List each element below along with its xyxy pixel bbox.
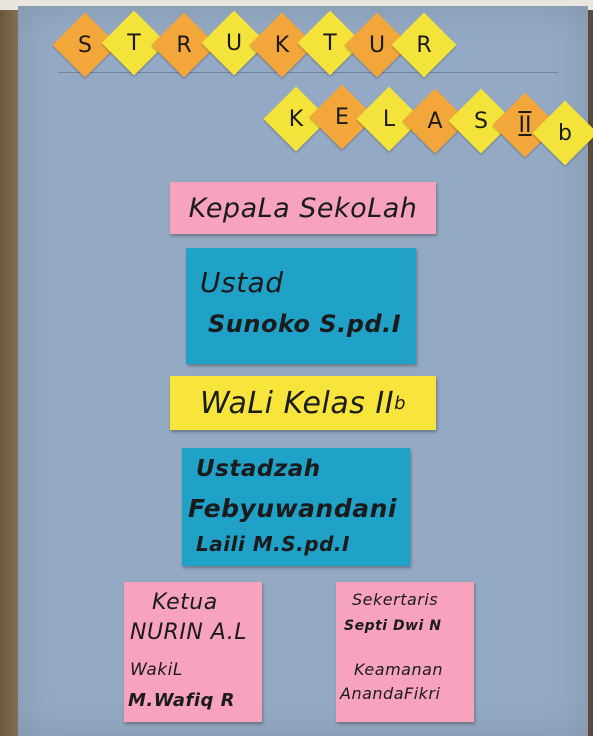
wali-name-line2: Febyuwandani bbox=[188, 494, 397, 523]
wali-kelas-label bbox=[170, 376, 436, 430]
title-letter-tile bbox=[391, 12, 456, 77]
wakil-label: WakiL bbox=[130, 660, 183, 680]
ketua-label: Ketua bbox=[152, 590, 218, 615]
title-letter: U bbox=[225, 30, 243, 56]
title-letter: R bbox=[416, 32, 432, 58]
title-letter: S bbox=[78, 32, 92, 58]
wali-kelas-name-card bbox=[182, 448, 410, 566]
ketua-name: NURIN A.L bbox=[130, 620, 247, 645]
kepala-sekolah-text: KepaLa SekoLah bbox=[188, 192, 418, 224]
title-letter: T bbox=[323, 30, 337, 56]
kepala-name-line2: Sunoko S.pd.I bbox=[208, 310, 402, 338]
ketua-wakil-card bbox=[124, 582, 262, 722]
title-letter: S bbox=[474, 108, 488, 134]
title-letter-tile bbox=[532, 100, 593, 165]
title-letter: E bbox=[335, 104, 349, 130]
title-letter: L bbox=[382, 106, 396, 132]
title-letter: II bbox=[518, 112, 532, 138]
wali-name-line1: Ustadzah bbox=[196, 456, 321, 482]
kepala-sekolah-name-card bbox=[186, 248, 416, 364]
keamanan-label: Keamanan bbox=[354, 660, 444, 679]
sekertaris-keamanan-card bbox=[336, 582, 474, 722]
title-letter: b bbox=[558, 120, 572, 146]
wali-name-line3: Laili M.S.pd.I bbox=[196, 532, 350, 556]
keamanan-name: AnandaFikri bbox=[340, 684, 441, 703]
wali-kelas-text: WaLi Kelas II bbox=[199, 385, 395, 421]
sekertaris-name: Septi Dwi N bbox=[344, 618, 442, 634]
title-letter: K bbox=[288, 106, 304, 132]
title-letter: A bbox=[427, 108, 443, 134]
title-letter: K bbox=[274, 32, 290, 58]
title-letter: U bbox=[368, 32, 386, 58]
kepala-sekolah-label bbox=[170, 182, 436, 234]
title-letter: T bbox=[127, 30, 141, 56]
poster-board bbox=[18, 6, 588, 736]
wali-kelas-sup: b bbox=[394, 392, 407, 414]
wakil-name: M.Wafiq R bbox=[128, 690, 236, 711]
kepala-name-line1: Ustad bbox=[200, 266, 284, 299]
sekertaris-label: Sekertaris bbox=[352, 590, 439, 609]
title-letter: R bbox=[176, 32, 192, 58]
